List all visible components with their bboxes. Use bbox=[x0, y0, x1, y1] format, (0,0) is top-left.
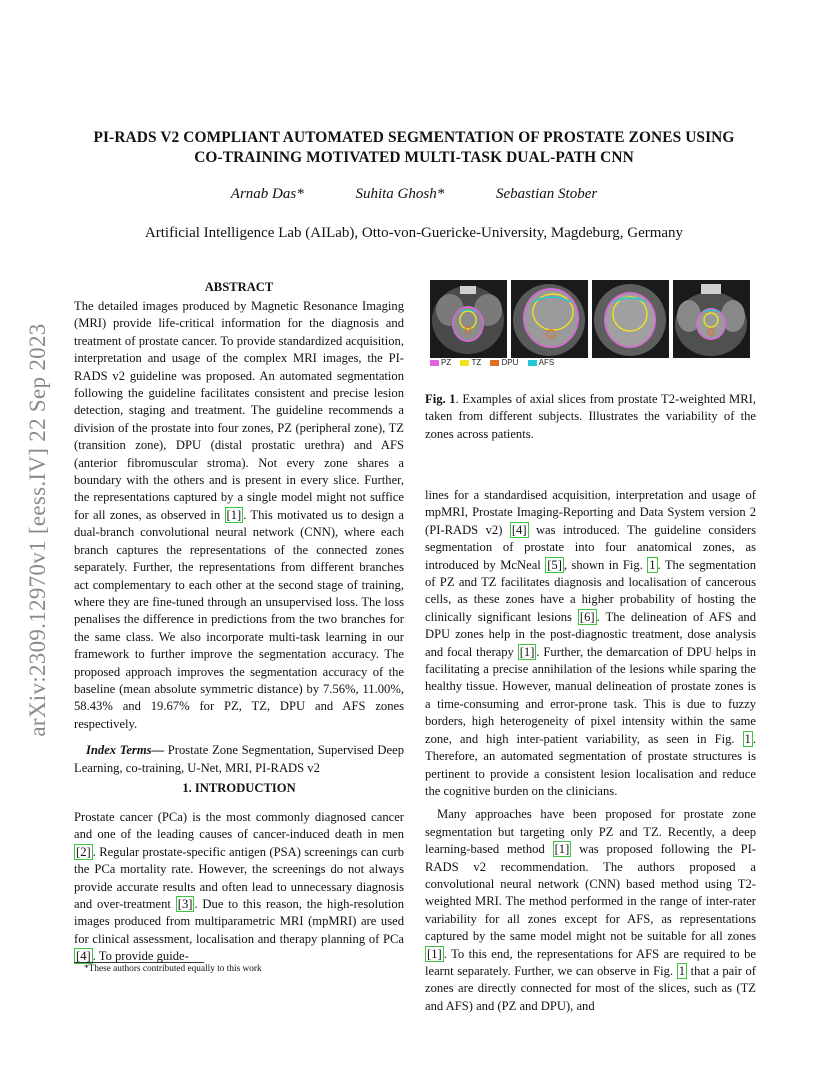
legend-label-pz: PZ bbox=[441, 358, 452, 367]
legend-item-afs bbox=[528, 358, 555, 367]
index-terms-text: Prostate Zone Segmentation, Supervised Deep Learning, co-training, U-Net, MRI, PI-RADS v2 bbox=[74, 743, 404, 775]
figure-legend bbox=[430, 358, 561, 367]
intro-text-a: Prostate cancer (PCa) is the most commonly diagnosed cancer and one of the leading causes of cancer-induced death in men bbox=[74, 810, 404, 842]
intro-right-column bbox=[425, 487, 756, 1015]
intro-paragraph-2 bbox=[425, 487, 756, 800]
legend-label-dpu: DPU bbox=[501, 358, 519, 367]
text-run: lines for a standardised acquisition, interpretation and usage of mpMRI, Prostate Imaging-Reporting and Data System version 2 (PI-RADS v2) bbox=[425, 488, 756, 537]
citation-link[interactable]: [3] bbox=[177, 897, 193, 912]
intro-body bbox=[74, 809, 404, 966]
citation-link[interactable]: [2] bbox=[76, 844, 91, 859]
text-run: . The segmentation of PZ and TZ facilitates diagnosis and localisation of cancerous cells, as these zones have a higher probability of hosting the clinically significant lesions bbox=[425, 557, 756, 624]
citation-link[interactable]: [5] bbox=[547, 557, 562, 572]
text-run: . The delineation of AFS and DPU zones help in the post-diagnostic treatment, dose analysis and focal therapy bbox=[425, 609, 756, 659]
citation-link[interactable]: [4] bbox=[511, 522, 527, 537]
abstract-heading: ABSTRACT bbox=[204, 280, 274, 294]
caption-label: Fig. 1 bbox=[425, 392, 456, 406]
intro-heading: 1. INTRODUCTION bbox=[182, 781, 296, 795]
arxiv-stamp bbox=[24, 285, 52, 775]
title-line-1: PI-RADS V2 COMPLIANT AUTOMATED SEGMENTATION OF PROSTATE ZONES USING bbox=[93, 129, 735, 146]
legend-swatch-afs bbox=[528, 360, 537, 366]
figure-1-images bbox=[430, 280, 752, 360]
index-terms bbox=[74, 742, 404, 777]
legend-item-tz bbox=[460, 358, 481, 367]
mri-slice-1 bbox=[430, 280, 507, 358]
affiliation: Artificial Intelligence Lab (AILab), Otto-von-Guericke-University, Magdeburg, Germany bbox=[144, 225, 684, 241]
title-line-2: CO-TRAINING MOTIVATED MULTI-TASK DUAL-PATH CNN bbox=[194, 149, 634, 166]
citation-link[interactable]: [4] bbox=[76, 949, 91, 964]
citation-link[interactable]: [6] bbox=[579, 609, 595, 624]
legend-item-pz bbox=[430, 358, 451, 367]
text-run: was introduced. The guideline considers segmentation of prostate into four anatomical zones, as introduced by McNeal bbox=[425, 522, 757, 572]
text-run: . Further, the demarcation of DPU helps in facilitating a precise annihilation of the lesions while sparing the healthy tissue. However, manual delineation of prostate zones is a time-consuming and error-prone task. This is due to fuzzy borders, high heterogeneity of pixel intensity within the same zone, and high inter-patient variability, as seen in Fig. bbox=[425, 644, 757, 746]
legend-swatch-dpu bbox=[490, 360, 499, 366]
text-run: was proposed following the PI-RADS v2 recommendation. The authors proposed a convolutional neural network (CNN) based method using T2-weighted MRI. The method performed in the range of inter-rater variability for all zones except for AFS, as representations captured by the same model might not be suitable for all zones bbox=[425, 842, 756, 944]
legend-label-afs: AFS bbox=[538, 358, 555, 367]
intro-paragraph bbox=[74, 809, 404, 966]
legend-swatch-tz bbox=[460, 360, 469, 366]
legend-item-dpu bbox=[490, 358, 518, 367]
mri-slice-3 bbox=[592, 280, 669, 358]
citation-link[interactable]: [1] bbox=[554, 842, 570, 857]
arxiv-stamp-text: arXiv:2309.12970v1 [eess.IV] 22 Sep 2023 bbox=[25, 323, 50, 737]
legend-swatch-pz bbox=[430, 360, 439, 366]
author-1: Arnab Das* bbox=[230, 186, 304, 202]
mri-slice-4 bbox=[673, 280, 750, 358]
citation-link[interactable]: [1] bbox=[427, 946, 442, 961]
footnote: *These authors contributed equally to this work bbox=[84, 964, 262, 974]
text-run: Many approaches have been proposed for prostate zone segmentation but targeting only PZ and TZ. Recently, a deep learning-based method bbox=[425, 807, 756, 857]
author-3: Sebastian Stober bbox=[495, 186, 598, 202]
citation-link[interactable]: [1] bbox=[519, 644, 535, 659]
text-run: . To this end, the representations for AFS are required to be learnt separately. Further, we can observe in Fig. bbox=[425, 946, 756, 978]
figure-link[interactable]: 1 bbox=[649, 557, 656, 572]
mri-slice-2 bbox=[511, 280, 588, 358]
intro-text-d: . To provide guide- bbox=[92, 949, 189, 964]
abstract-body bbox=[74, 298, 404, 777]
abstract-text-1: The detailed images produced by Magnetic Resonance Imaging (MRI) provide life-critical information for the diagnosis and treatment of prostate cancer. To provide standardized acquisition, interpretation and usage of the complex MRI images, the PI-RADS v2 guideline was proposed. An automated segmentation following the guideline facilitates consistent and precise lesion detection, staging and treatment. The guideline recommends a division of the prostate into four zones, PZ (peripheral zone), TZ (transition zone), DPU (distal prostatic urethra) and AFS (anterior fibromuscular stroma). Not every zone shares a boundary with the others and is present in every slice. Further, the representations captured by a single model might not suffice for all zones, as observed in bbox=[74, 299, 404, 522]
footnote-rule bbox=[74, 962, 204, 963]
text-run: that a pair of zones are directly connected for most of the slices, such as (TZ and AFS) and (PZ and DPU), and bbox=[425, 963, 756, 1013]
figure-link[interactable]: 1 bbox=[678, 963, 686, 978]
abstract-text-2: . This motivated us to design a dual-branch convolutional neural network (CNN), where each branch captures the representations of the connected zones separately. Further, the representations from different branches act complementary to each other at the second stage of training, where they are fine-tuned through an unsupervised loss. The loss penalises the difference in predictions from the two branches for the same class. We also incorporate multi-task learning in our framework to further improve the segmentation accuracy. The proposed approach improves the segmentation accuracy of the baseline (mean absolute symmetric distance) by 7.56%, 11.00%, 58.43% and 19.67% for PZ, TZ, DPU and AFS zones respectively. bbox=[74, 507, 404, 731]
intro-paragraph-3 bbox=[425, 806, 756, 1015]
index-terms-label: Index Terms— bbox=[86, 743, 165, 758]
text-run: , shown in Fig. bbox=[563, 557, 648, 572]
abstract-paragraph bbox=[74, 298, 404, 733]
author-2: Suhita Ghosh* bbox=[355, 186, 445, 202]
intro-text-c: . Due to this reason, the high-resolution images produced from multiparametric MRI (mpMRI) are used for clinical assessment, localisation and therapy planning of PCa bbox=[74, 897, 404, 946]
intro-text-b: . Regular prostate-specific antigen (PSA) screenings can curb the PCa mortality rate. However, the screenings do not always provide accurate results and often lead to unnecessary diagnosis and over-treatment bbox=[74, 844, 404, 912]
author-list bbox=[60, 186, 768, 203]
text-run: . Therefore, an automated segmentation of prostate structures is pertinent to provide a consistent lesion localisation and reduce the cognitive burden on the clinicians. bbox=[425, 731, 756, 798]
figure-1-caption bbox=[425, 391, 756, 443]
figure-link[interactable]: 1 bbox=[744, 731, 751, 746]
legend-label-tz: TZ bbox=[471, 358, 482, 367]
paper-title bbox=[60, 128, 768, 168]
citation-link[interactable]: [1] bbox=[226, 507, 242, 522]
caption-text: . Examples of axial slices from prostate T2-weighted MRI, taken from different subjects. Illustrates the variability of the zones across patients. bbox=[425, 392, 756, 441]
